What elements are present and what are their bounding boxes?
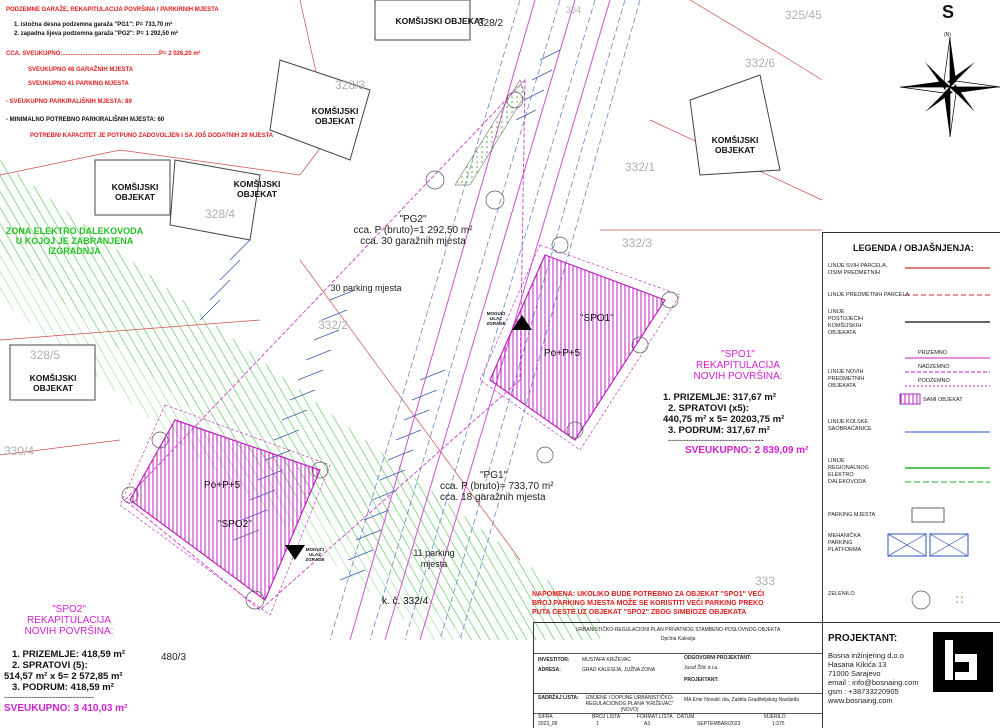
company-city: 71000 Sarajevo	[828, 669, 881, 678]
responsible-value: Jusuf Žilić d.i.a.	[684, 665, 719, 671]
pg2-title: "PG2"	[399, 214, 427, 225]
parcel-label: 333	[755, 574, 776, 588]
legend-item: MEHANIČKA PARKING PLATFORMA	[828, 533, 862, 553]
spo1-floors: Po+P+5	[544, 348, 581, 359]
pg2-spots: cca. 30 garažnih mjesta	[360, 236, 466, 247]
summary-garage-spots: SVEUKUPNO 48 GARAŽNIH MJESTA	[28, 67, 134, 73]
summary-min-parking: - MINIMALNO POTREBNO PARKIRALIŠNIH MJESTA: 60	[6, 117, 165, 123]
neighbor-label: KOMŠIJSKI OBJEKAT	[111, 182, 159, 202]
date-value: SEPTEMBAR/2023	[697, 721, 741, 727]
spo2-upper-floors-calc: 514,57 m² x 5= 2 572,85 m²	[4, 671, 123, 682]
parcel-label: 332/1	[625, 160, 656, 174]
parking-11-label: 11 parking mjesta	[413, 548, 455, 569]
content-label: SADRŽAJ LISTA:	[538, 695, 579, 701]
scale-value: 1:375	[772, 721, 785, 727]
spo2-recap-title: "SPO2"	[52, 604, 86, 615]
legend-item: NADZEMNO	[918, 364, 950, 370]
parcel-label: 328/3	[335, 78, 366, 92]
spo2-basement: 3. PODRUM: 418,59 m²	[12, 682, 114, 693]
company-gsm: gsm : +38733220905	[828, 687, 899, 696]
company-block	[822, 622, 1000, 728]
parking-30-label: 30 parking mjesta	[330, 283, 402, 293]
north-sub: (N)	[944, 32, 951, 38]
pg1-title: "PG1"	[480, 470, 508, 481]
parcel-label: 328/5	[30, 348, 61, 362]
legend-item: ZELENILO	[828, 591, 855, 597]
spo2-recap	[4, 604, 164, 716]
format-value: A3	[644, 721, 651, 727]
summary-line-pg2: 2. zapadna lijeva podzemna garaža "PG2": P= 1 292,50 m²	[14, 31, 178, 37]
code-label: ŠIFRA	[538, 714, 553, 720]
neighbor-label: KOMŠIJSKI OBJEKAT	[711, 135, 759, 155]
legend-item: PRIZEMNO	[918, 350, 948, 356]
parcel-label: 334	[566, 5, 582, 15]
legend-item: SAMI OBJEKAT	[923, 397, 963, 403]
title-header: URBANISTIČKO-REGULACIONI PLAN PRIVATNOG STAMBENO-POSLOVNOG OBJEKTA	[575, 627, 781, 633]
designer-label: PROJEKTANT:	[684, 677, 719, 683]
investor-label: INVESTITOR:	[538, 657, 570, 663]
north-letter: S	[942, 2, 955, 22]
legend-item: LINIJE REGIONALNOG ELEKTRO DALEKOVODA	[828, 458, 869, 485]
title-municipality: Općina Kalesija	[660, 636, 696, 642]
parcel-label: 332/3	[622, 236, 653, 250]
north-arrow-icon	[900, 37, 1000, 137]
power-zone-label: ZONA ELEKTRO DALEKOVODA U KOJOJ JE ZABRANJENA IZGRADNJA	[5, 226, 144, 256]
spo2-recap-subtitle: REKAPITULACIJA NOVIH POVRŠINA:	[24, 615, 114, 637]
title-block	[533, 622, 822, 728]
green-strip	[455, 80, 525, 185]
parcel-label: 328/4	[205, 207, 236, 221]
spo1-separator: --------------------------------	[668, 435, 764, 445]
legend-item: PODZEMNO	[918, 378, 950, 384]
content-value: IZMJENE I DOPUNE URBANISTIČKO-REGULACIONOG PLANA "KRIŽEVAC" (NOVO)	[585, 695, 674, 713]
spo2-floors: Po+P+5	[204, 480, 241, 491]
company-web: www.bosnaing.com	[828, 696, 893, 705]
spo2-total: SVEUKUPNO: 3 410,03 m²	[4, 703, 128, 714]
format-label: FORMAT LISTA	[637, 714, 673, 720]
spo2-label: "SPO2"	[218, 519, 252, 530]
responsible-label: ODGOVORNI PROJEKTANT:	[684, 655, 752, 661]
parcel-label: 330/4	[4, 444, 35, 458]
legend-item: LINIJE NOVIH PREDMETNIH OBJEKATA	[828, 369, 865, 389]
main-parcel-label: k. č. 332/4	[382, 596, 429, 607]
legend-item: LINIJE PREDMETNIH PARCELA	[828, 292, 910, 298]
legend-item: LINIJE SVIH PARCELA, OSIM PREDMETNIH	[828, 263, 888, 276]
summary-total-parking: - SVEUKUPNO PARKIRALIŠNIH MJESTA: 89	[6, 99, 132, 105]
summary-total: CCA. SVEUKUPNO:..........................................................P= 2 026,20 m²	[6, 51, 201, 57]
legend-item: LINIJE KOLSKE SAOBRAĆANICE	[828, 419, 872, 432]
spo1-ground-floor: 1. PRIZEMLJE: 317,67 m²	[663, 392, 776, 403]
code-value: 2023_09	[538, 721, 558, 727]
legend-title: LEGENDA / OBJAŠNJENJA:	[853, 243, 974, 253]
sheet-label: BROJ LISTA	[592, 714, 621, 720]
spo1-recap-subtitle: REKAPITULACIJA NOVIH POVRŠINA:	[693, 360, 783, 382]
spo1-total: SVEUKUPNO: 2 839,09 m²	[685, 445, 809, 456]
investor-value: MUSTAFA KRIŽEVAC	[582, 657, 631, 663]
legend-item: LINIJE POSTOJEĆIH KOMŠIJSKIH OBJEKATA	[828, 309, 864, 336]
parcel-label: 332/6	[745, 56, 776, 70]
entrance-label: MOGUĆI ULAZ ZGRADE	[305, 547, 325, 562]
neighbor-label: KOMŠIJSKI OBJEKAT	[29, 373, 77, 393]
pg1-area: cca. P (bruto)= 733,70 m²	[440, 481, 554, 492]
spo2-ground-floor: 1. PRIZEMLJE: 418,59 m²	[12, 649, 125, 660]
neighbor-label: KOMŠIJSKI OBJEKAT	[395, 16, 485, 26]
parcel-label: 325/45	[785, 8, 822, 22]
company-email: email : info@bosnaing.com	[828, 678, 919, 687]
neighbor-label: KOMŠIJSKI OBJEKAT	[233, 179, 281, 199]
sheet-value: 1	[596, 721, 599, 727]
summary-title: PODZEMNE GARAŽE, REKAPITULACIJA POVRŠINA I PARKIRNIH MJESTA	[6, 7, 219, 13]
spo2-separator: ------------------------------	[4, 692, 94, 702]
spo1-recap	[663, 349, 813, 457]
parcel-label: 332/2	[318, 318, 349, 332]
spo1-label: "SPO1"	[580, 313, 614, 324]
summary-parking-spots: SVEUKUPNO 41 PARKING MJESTA	[28, 81, 129, 87]
spo2-upper-floors: 2. SPRATOVI (5):	[12, 660, 88, 671]
spo1-recap-title: "SPO1"	[721, 349, 755, 360]
legend-panel	[822, 232, 1000, 623]
entrance-label: MOGUĆI ULAZ ZGRADE	[486, 311, 506, 326]
neighbor-label: KOMŠIJSKI OBJEKAT	[311, 106, 359, 126]
company-street: Hasana Kikića 13	[828, 660, 887, 669]
spo1-basement: 3. PODRUM: 317,67 m²	[668, 425, 770, 436]
summary-capacity: POTREBNI KAPACITET JE POTPUNO ZADOVOLJEN I SA JOŠ DODATNIH 29 MJESTA	[30, 133, 274, 139]
address-value: GRAD KALESIJA, JUŽNA ZONA	[582, 667, 656, 673]
legend-item: PARKING MJESTA	[828, 512, 876, 518]
summary-line-pg1: 1. istočna desna podzemna garaža "PG1": P= 733,70 m²	[14, 22, 173, 28]
entrance-marker-spo2	[285, 545, 305, 560]
spo1-upper-floors: 2. SPRATOVI (x5):	[668, 403, 749, 414]
scale-label: MJERILO	[764, 714, 786, 720]
pg1-spots: cca. 18 garažnih mjesta	[440, 492, 546, 503]
note-text: NAPOMENA: UKOLIKO BUDE POTREBNO ZA OBJEKAT "SPO1" VEĆI BROJ PARKING MJESTA MOŽE SE KORISTITI VEĆI PARKING PREKO PUTA CESTE UZ OBJEKAT "SPO2" ZBOG SIMBIOZE OBJEKATA	[532, 591, 765, 616]
company-name: Bosna inžinjering d.o.o	[828, 651, 904, 660]
parcel-label: 480/3	[161, 652, 187, 663]
parcel-label: 328/2	[478, 18, 504, 29]
address-label: ADRESA:	[538, 667, 561, 673]
date-label: DATUM	[677, 714, 695, 720]
pg2-area: cca. P (bruto)=1 292,50 m²	[353, 225, 473, 236]
designer-value: MA Emir Novalić dia, Zaštita Graditeljskog Naslijeđa	[684, 697, 800, 703]
company-label: PROJEKTANT:	[828, 633, 898, 644]
spo1-upper-floors-calc: 440,75 m² x 5= 20203,75 m²	[663, 414, 785, 425]
